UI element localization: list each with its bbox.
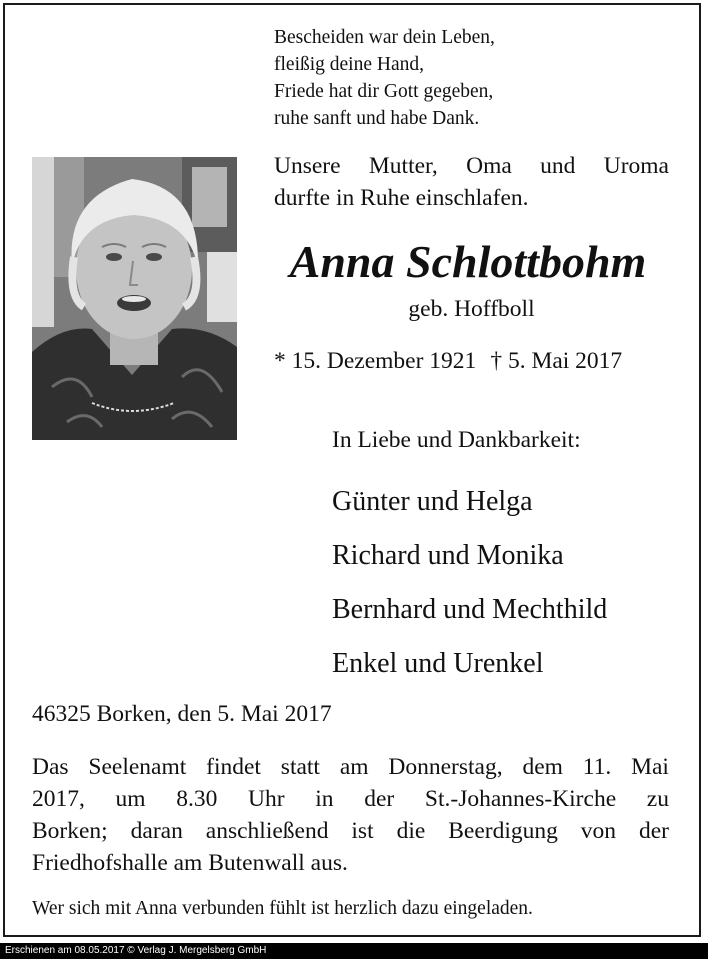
service-word: daran <box>130 818 183 844</box>
service-text <box>32 751 669 879</box>
mourner: Richard und Monika <box>332 540 564 571</box>
service-word: von <box>580 818 617 844</box>
thanks-line: In Liebe und Dankbarkeit: <box>332 427 581 453</box>
service-word: dem <box>522 754 563 780</box>
service-word: statt <box>280 754 320 780</box>
intro-text <box>274 150 669 214</box>
service-word: Uhr <box>248 786 285 812</box>
service-word: St.-Johannes-Kirche <box>424 786 617 812</box>
intro-word: Uroma <box>603 153 669 179</box>
portrait-photo <box>32 157 237 440</box>
intro-word: und <box>540 153 576 179</box>
intro-word: Mutter, <box>368 153 438 179</box>
mourner: Günter und Helga <box>332 486 533 517</box>
maiden-name: geb. Hoffboll <box>408 296 535 322</box>
service-word: in <box>315 786 334 812</box>
place-date: 46325 Borken, den 5. Mai 2017 <box>32 701 332 727</box>
publication-footer: Erschienen am 08.05.2017 © Verlag J. Mergelsberg GmbH <box>0 943 708 959</box>
service-word: Borken; <box>32 818 108 844</box>
service-word: Seelenamt <box>88 754 187 780</box>
service-word: der <box>638 818 669 844</box>
poem-line: ruhe sanft und habe Dank. <box>274 108 480 129</box>
death-date: † 5. Mai 2017 <box>490 348 623 374</box>
service-line: Friedhofshalle am Butenwall aus. <box>32 850 348 876</box>
life-dates <box>274 345 622 377</box>
poem-line: Friede hat dir Gott gegeben, <box>274 81 494 102</box>
service-word: 2017, <box>32 786 85 812</box>
service-word: Beerdigung <box>448 818 558 844</box>
service-word: zu <box>646 786 669 812</box>
service-word: 11. <box>582 754 612 780</box>
service-word: 8.30 <box>176 786 218 812</box>
birth-date: * 15. Dezember 1921 <box>274 348 477 374</box>
mourners-list <box>332 475 607 691</box>
poem-line: Bescheiden war dein Leben, <box>274 27 495 48</box>
service-word: anschließend <box>205 818 329 844</box>
invitation-line: Wer sich mit Anna verbunden fühlt ist herzlich dazu eingeladen. <box>32 898 533 919</box>
mourner: Enkel und Urenkel <box>332 648 544 679</box>
intro-word: Oma <box>466 153 512 179</box>
poem-line: fleißig deine Hand, <box>274 54 424 75</box>
service-word: die <box>396 818 426 844</box>
service-word: Mai <box>631 754 669 780</box>
deceased-name: Anna Schlottbohm <box>289 236 647 287</box>
intro-line: durfte in Ruhe einschlafen. <box>274 185 529 211</box>
service-word: am <box>339 754 369 780</box>
service-word: Donnerstag, <box>388 754 503 780</box>
service-word: findet <box>206 754 261 780</box>
service-word: ist <box>351 818 374 844</box>
poem <box>274 24 495 132</box>
mourner: Bernhard und Mechthild <box>332 594 608 625</box>
service-word: um <box>115 786 146 812</box>
intro-word: Unsere <box>274 153 341 179</box>
service-word: Das <box>32 754 69 780</box>
service-word: der <box>364 786 395 812</box>
